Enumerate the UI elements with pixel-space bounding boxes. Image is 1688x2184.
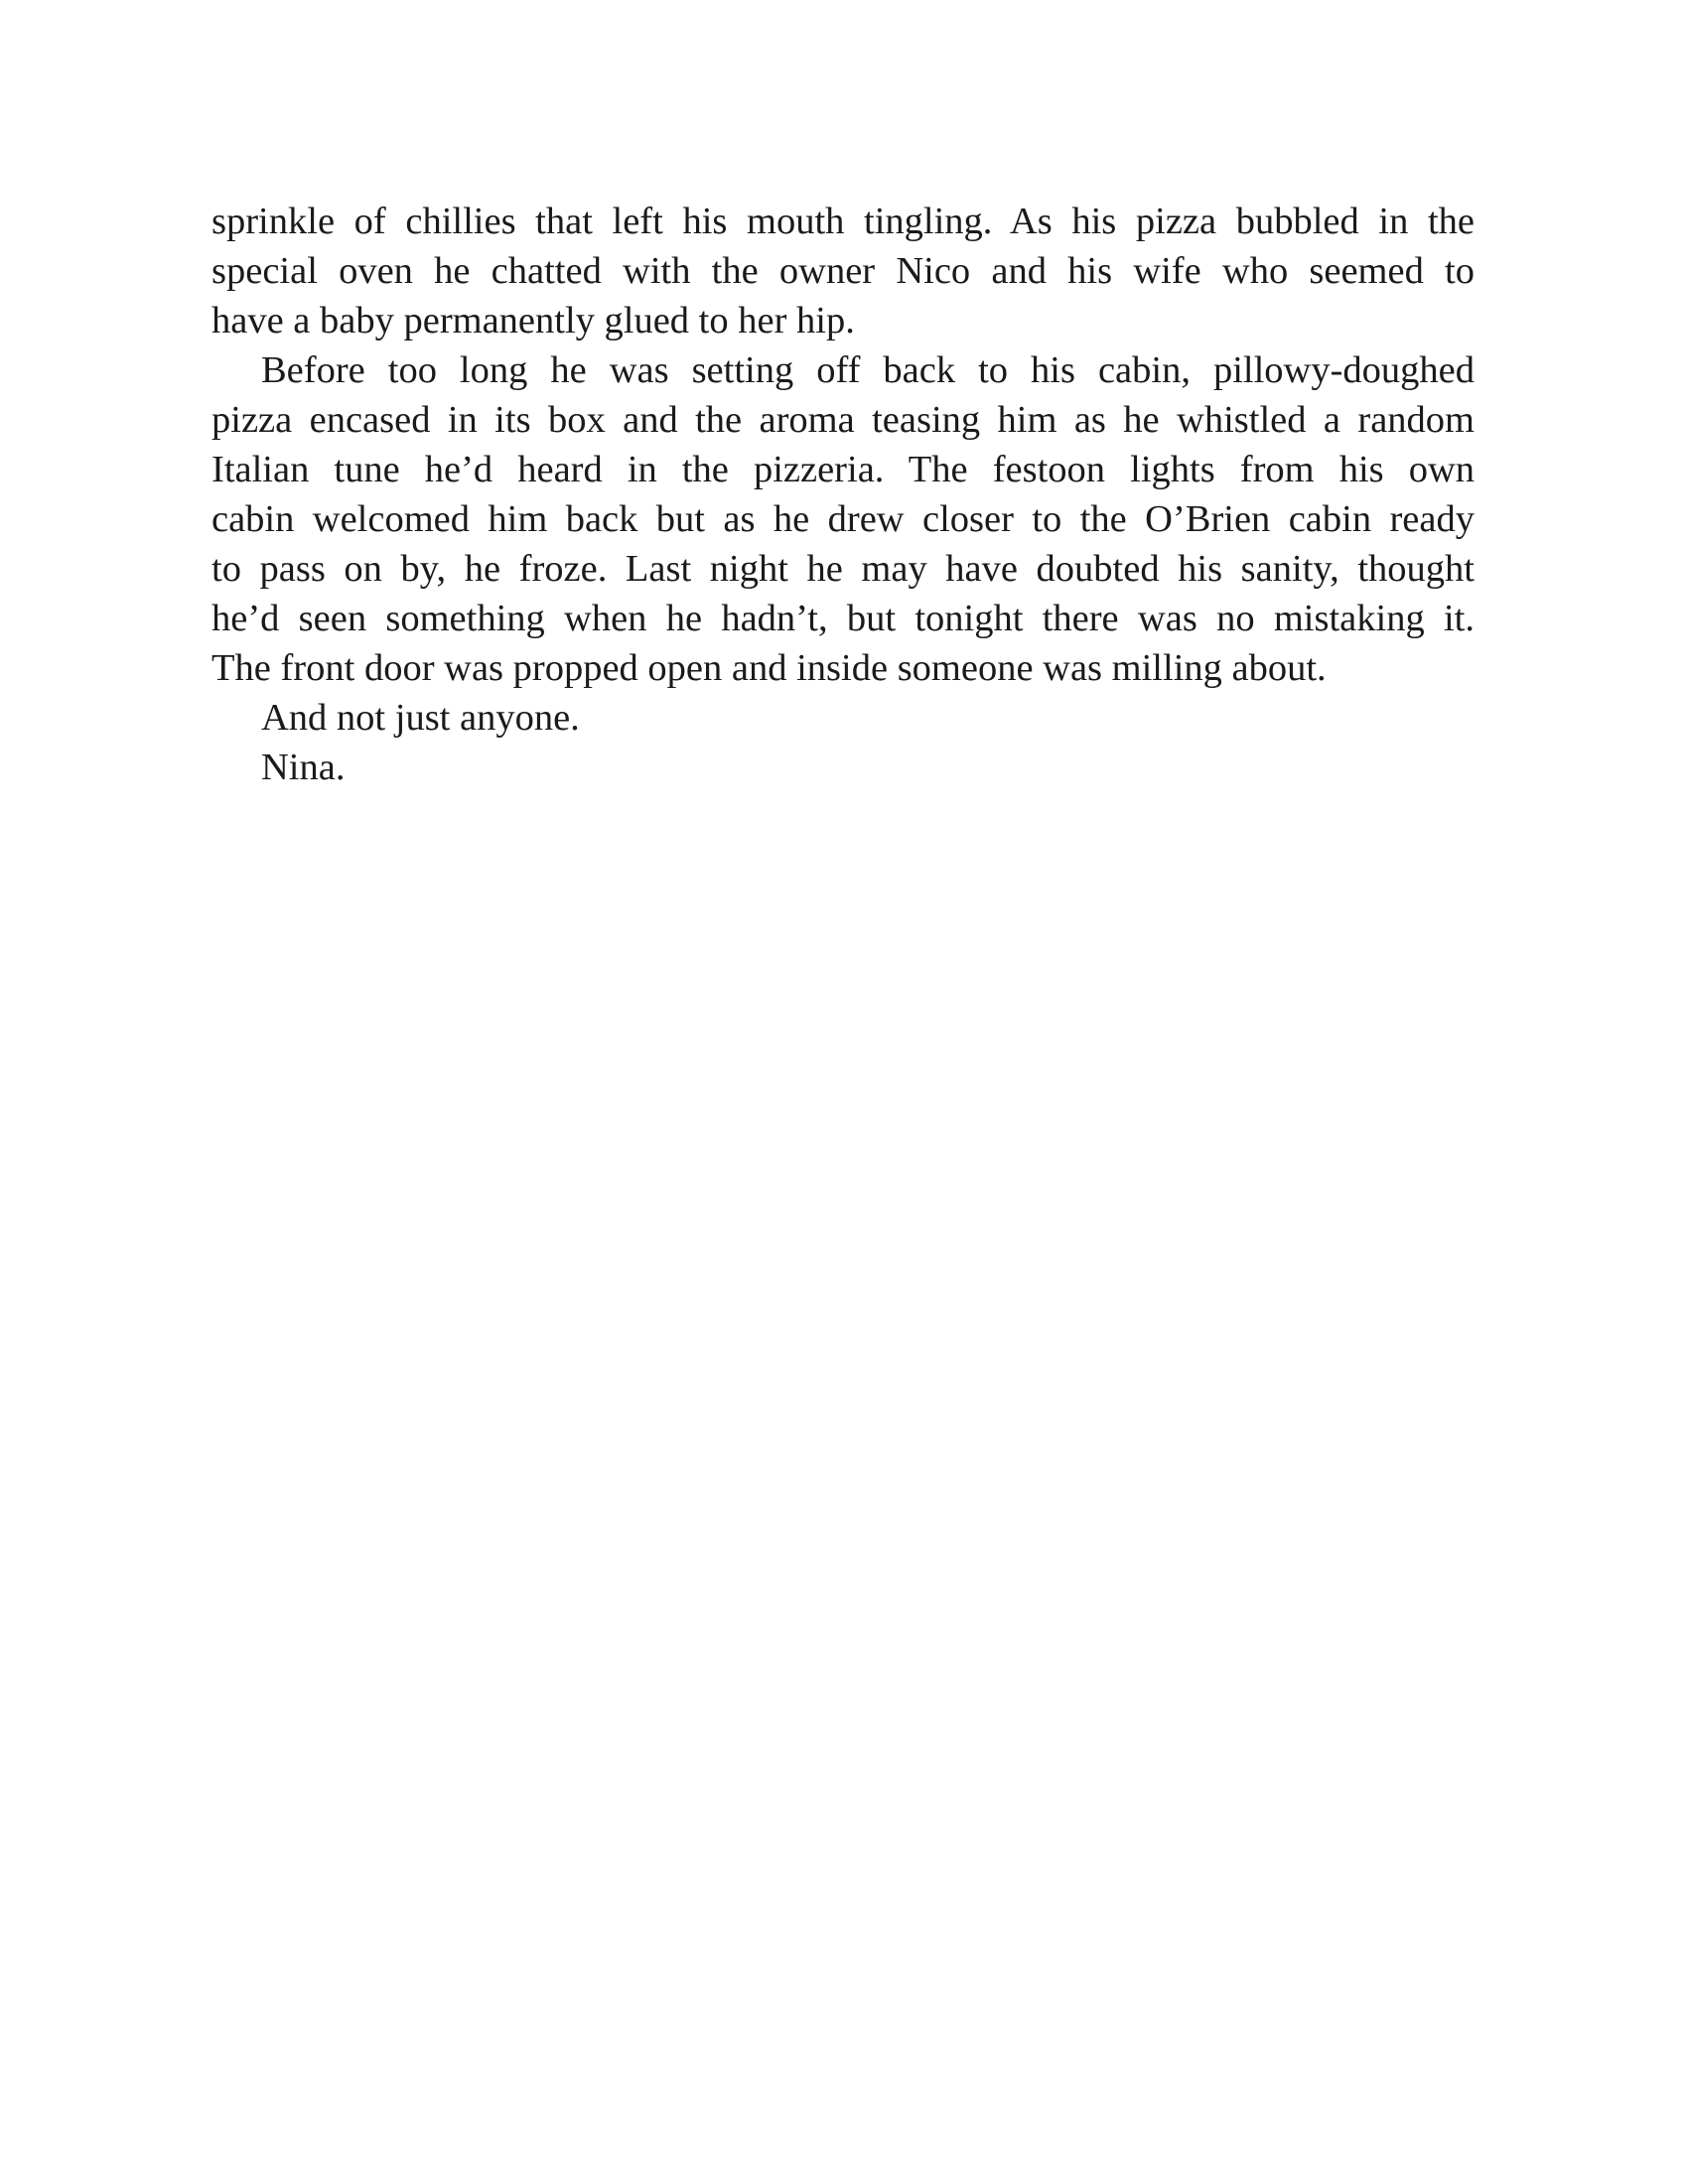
text-line: And not just anyone. xyxy=(261,697,580,739)
text-line: special oven he chatted with the owner Nico and his wife who seemed to xyxy=(211,250,1475,292)
text-line: Italian tune he’d heard in the pizzeria. The festoon lights from his own xyxy=(211,449,1475,490)
text-line: have a baby permanently glued to her hip. xyxy=(211,300,855,341)
text-line: The front door was propped open and inside someone was milling about. xyxy=(211,647,1327,689)
text-line: he’d seen something when he hadn’t, but tonight there was no mistaking it. xyxy=(211,598,1475,639)
text-line: cabin welcomed him back but as he drew closer to the O’Brien cabin ready xyxy=(211,498,1475,540)
text-line: sprinkle of chillies that left his mouth tingling. As his pizza bubbled in the xyxy=(211,201,1475,242)
paragraph xyxy=(211,693,1475,743)
paragraph xyxy=(211,345,1475,693)
text-line: pizza encased in its box and the aroma teasing him as he whistled a random xyxy=(211,399,1475,441)
paragraph xyxy=(211,197,1475,345)
paragraph xyxy=(211,743,1475,792)
text-line: Nina. xyxy=(261,747,346,788)
text-line: to pass on by, he froze. Last night he may have doubted his sanity, thought xyxy=(211,548,1475,590)
book-page xyxy=(211,197,1475,792)
text-line: Before too long he was setting off back to his cabin, pillowy-doughed xyxy=(261,349,1475,391)
